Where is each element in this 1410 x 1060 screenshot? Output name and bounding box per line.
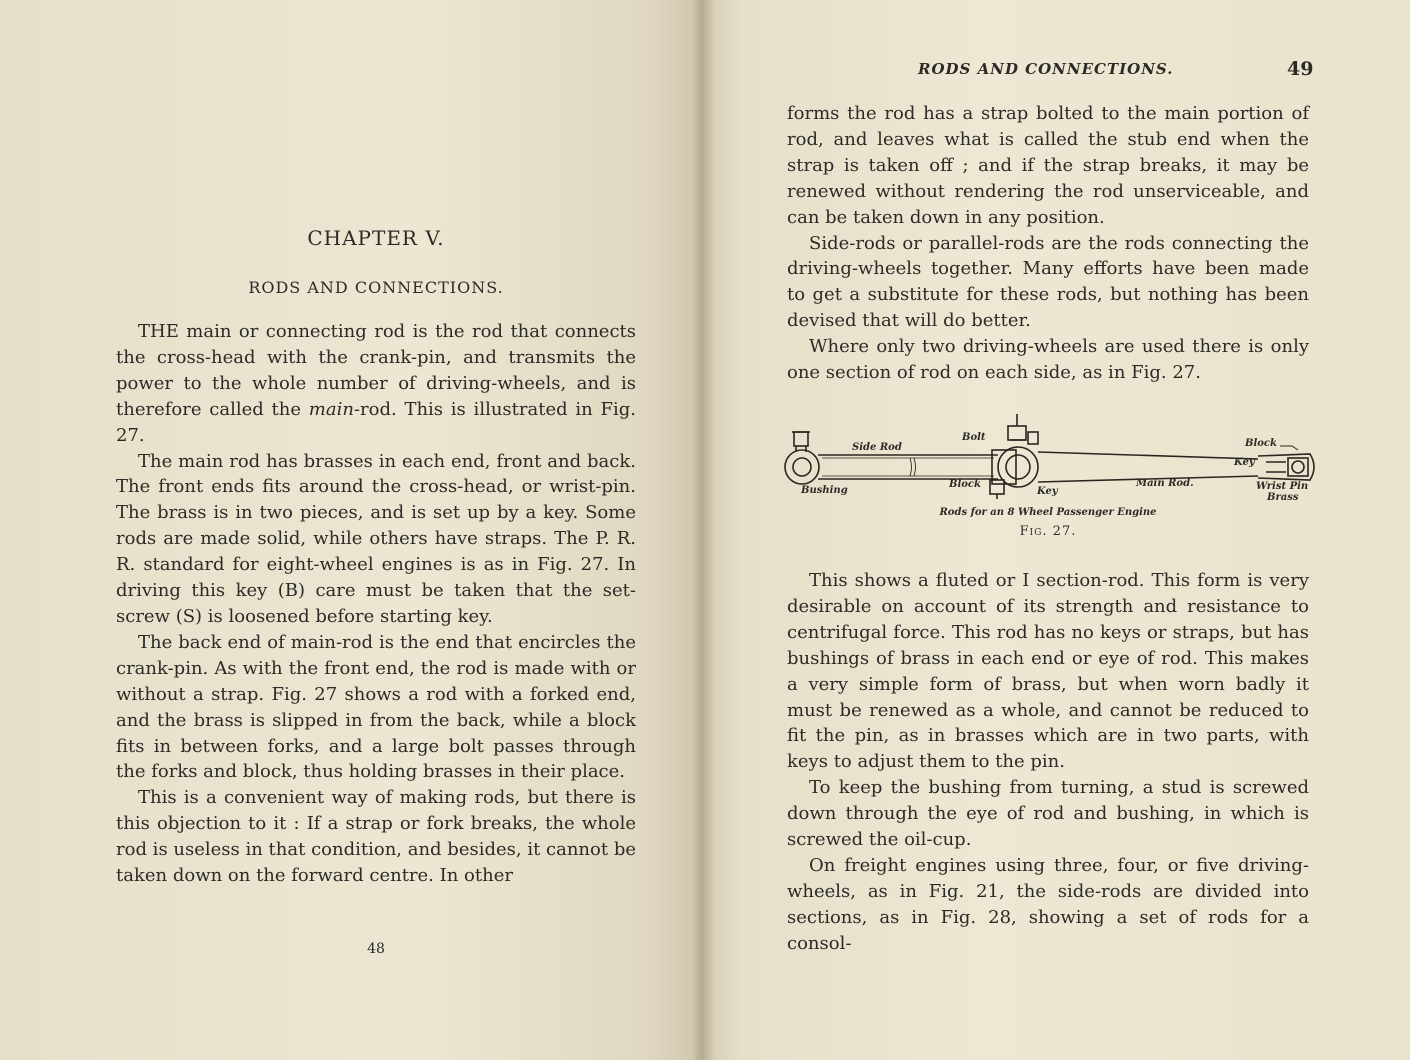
paragraph: On freight engines using three, four, or five driving-wheels, as in Fig. 21, the side-rods are divided into sections, as in Fig. 28, showing a set of rods for a consol- — [787, 854, 1309, 954]
paragraph: The main rod has brasses in each end, front and back. The front ends fits around the cross-head, or wrist-pin. The brass is in two pieces, and is set up by a key. Some rods are made solid, while others have straps. The P. R. R. standard for eight-wheel engines is as in Fig. 27. In driving this key (B) care must be taken that the set-screw (S) is loosened before starting key. — [116, 450, 636, 627]
text-run: -rod. This is illustrated in Fig. 27. — [116, 398, 636, 446]
right-body-text-bottom — [787, 568, 1309, 957]
right-page — [700, 0, 1410, 1060]
label-bushing: Bushing — [801, 485, 848, 496]
label-block-top: Block — [1245, 438, 1277, 449]
label-main-rod: Main Rod. — [1136, 478, 1194, 489]
chapter-heading: CHAPTER V. — [307, 226, 445, 250]
right-body-text-top — [787, 101, 1309, 386]
running-head: RODS AND CONNECTIONS. — [918, 60, 1174, 78]
label-block-bottom: Block — [949, 479, 981, 490]
paragraph: Where only two driving-wheels are used there is only one section of rod on each side, as in Fig. 27. — [787, 336, 1309, 384]
text-run: main or connecting rod is the rod that connects the cross-head with the crank-pin, and transmits the power to the whole number of driving-wheels, and is therefore called the — [116, 321, 636, 420]
paragraph — [116, 319, 636, 449]
label-brass: Brass — [1267, 492, 1299, 503]
lead-word: THE — [138, 321, 179, 342]
page-number: 48 — [367, 941, 385, 957]
paragraph: forms the rod has a strap bolted to the main portion of rod, and leaves what is called the stub end when the strap is taken off ; and if the strap breaks, it may be renewed without rendering the rod unserviceable, and can be taken down in any position. — [787, 103, 1309, 228]
paragraph: This is a convenient way of making rods, but there is this objection to it : If a strap or fork breaks, the whole rod is useless in that condition, and besides, it cannot be taken down on the forward centre. In other — [116, 787, 636, 887]
label-key-top: Key — [1234, 457, 1255, 468]
paragraph: The back end of main-rod is the end that encircles the crank-pin. As with the front end, the rod is made with or without a strap. Fig. 27 shows a rod with a forked end, and the brass is slipped in from the back, while a block fits in between forks, and a large bolt passes through the forks and block, thus holding brasses in their place. — [116, 631, 636, 783]
paragraph: To keep the bushing from turning, a stud is screwed down through the eye of rod and bushing, in which is screwed the oil-cup. — [787, 777, 1309, 851]
paragraph: This shows a fluted or I section-rod. This form is very desirable on account of its strength and resistance to centrifugal force. This rod has no keys or straps, but has bushings of brass in each end or eye of rod. This makes a very simple form of brass, but when worn badly it must be renewed as a whole, and cannot be reduced to fit the pin, as in brasses which are in two parts, with keys to adjust them to the pin. — [787, 570, 1309, 773]
label-wrist-pin: Wrist Pin — [1256, 481, 1309, 492]
italic-word: main — [308, 398, 354, 420]
paragraph: Side-rods or parallel-rods are the rods connecting the driving-wheels together. Many efforts have been made to get a substitute for these rods, but nothing has been devised that will do better. — [787, 232, 1309, 332]
label-side-rod: Side Rod — [852, 442, 902, 453]
figure-number: Fig. 27. — [1019, 524, 1077, 539]
left-page — [0, 0, 700, 1060]
label-bolt: Bolt — [962, 432, 986, 443]
left-body-text — [116, 319, 636, 889]
page-number: 49 — [1287, 58, 1314, 80]
book-gutter — [692, 0, 716, 1060]
figure-caption: Rods for an 8 Wheel Passenger Engine — [939, 507, 1157, 518]
chapter-title: RODS AND CONNECTIONS. — [248, 278, 504, 297]
label-key-bottom: Key — [1037, 486, 1058, 497]
